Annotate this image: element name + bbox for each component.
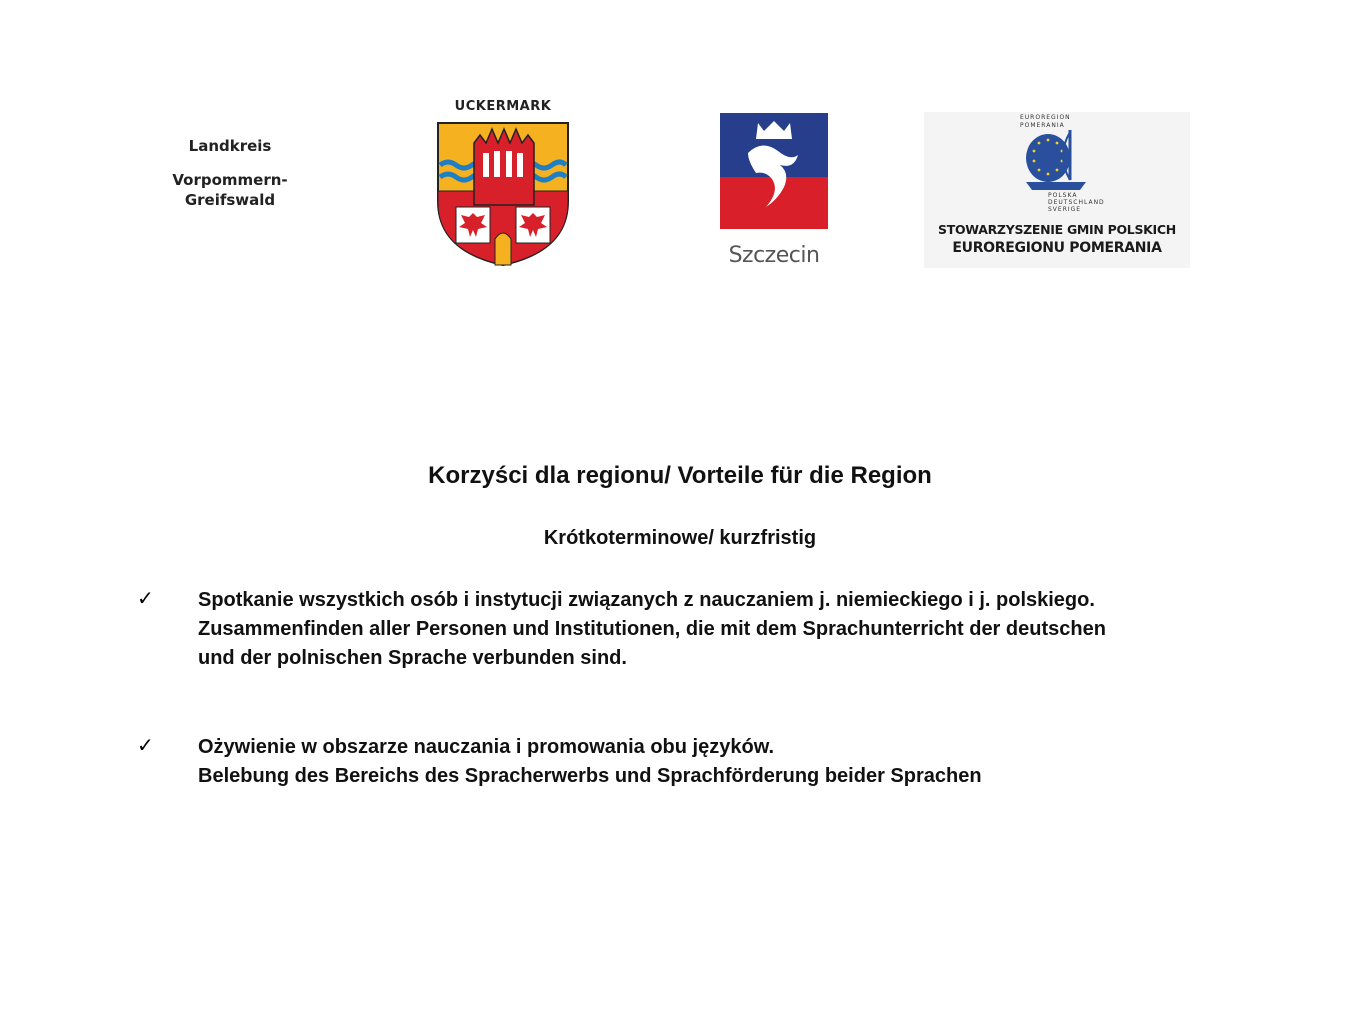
euroregion-top-text: EUROREGION POMERANIA xyxy=(1020,114,1071,129)
szczecin-logo xyxy=(720,113,828,273)
euroregion-pomerania-logo xyxy=(924,112,1190,268)
page-title: Korzyści dla regionu/ Vorteile für die Region xyxy=(428,462,932,489)
vg-line1: Landkreis xyxy=(188,137,272,155)
euroregion-countries: POLSKA DEUTSCHLAND SVERIGE xyxy=(1048,192,1105,213)
list-item xyxy=(137,733,1147,791)
uckermark-title: UCKERMARK xyxy=(454,99,552,114)
checkmark-icon: ✓ xyxy=(137,586,154,610)
page-subtitle: Krótkoterminowe/ kurzfristig xyxy=(543,527,817,549)
bullet-text-pl: Spotkanie wszystkich osób i instytucji związanych z nauczaniem j. niemieckiego i j. polskiego. xyxy=(198,589,1095,611)
bullet-text-de: Belebung des Bereichs des Spracherwerbs und Sprachförderung beider Sprachen xyxy=(198,765,982,787)
uckermark-coat-of-arms-icon xyxy=(436,121,570,267)
bullet-text-pl: Ożywienie w obszarze nauczania i promowania obu języków. xyxy=(198,736,775,758)
euroregion-line2: EUROREGIONU POMERANIA xyxy=(952,240,1162,256)
vorpommern-greifswald-logo xyxy=(150,136,310,210)
vg-line2: Vorpommern- xyxy=(172,171,288,189)
euroregion-boat-icon xyxy=(1020,118,1100,198)
euroregion-line1: STOWARZYSZENIE GMIN POLSKICH xyxy=(938,222,1176,237)
bullet-text-de: Zusammenfinden aller Personen und Institutionen, die mit dem Sprachunterricht der deutschen und der polnischen Sprache verbunden sind. xyxy=(198,618,1106,669)
list-item xyxy=(137,586,1147,673)
vg-line3: Greifswald xyxy=(184,191,276,209)
checkmark-icon: ✓ xyxy=(137,733,154,757)
szczecin-flag-icon xyxy=(720,113,828,229)
szczecin-name: Szczecin xyxy=(728,243,820,268)
